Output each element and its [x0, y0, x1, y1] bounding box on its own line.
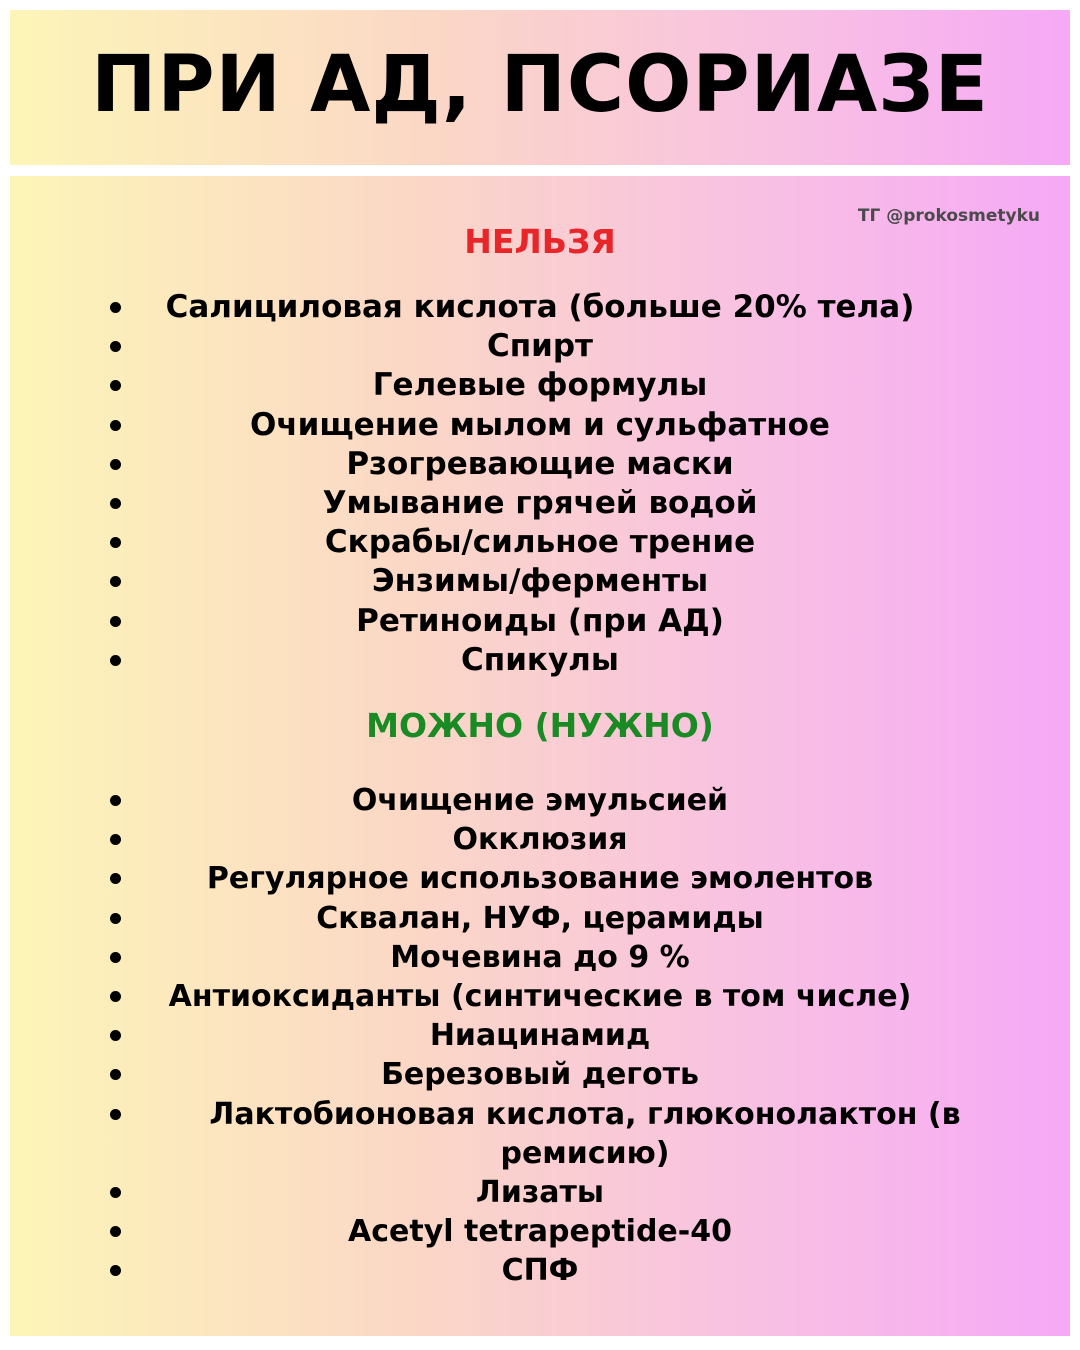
list-item: Сквалан, НУФ, церамиды: [10, 899, 1070, 938]
list-item: Ретиноиды (при АД): [10, 602, 1070, 641]
list-item: Энзимы/ферменты: [10, 562, 1070, 601]
list-item: Регулярное использование эмолентов: [10, 859, 1070, 898]
list-item: Мочевина до 9 %: [10, 938, 1070, 977]
list-item: СПФ: [10, 1251, 1070, 1290]
page-title: ПРИ АД, ПСОРИАЗЕ: [91, 39, 989, 130]
title-banner: [10, 10, 1070, 165]
list-item: Acetyl tetrapeptide-40: [10, 1212, 1070, 1251]
list-item: Березовый деготь: [10, 1055, 1070, 1094]
list-item: Рзогревающие маски: [10, 445, 1070, 484]
content-panel: [10, 176, 1070, 1336]
allowed-list: [10, 781, 1070, 1291]
list-item: Гелевые формулы: [10, 366, 1070, 405]
list-item: Скрабы/сильное трение: [10, 523, 1070, 562]
list-item: Лизаты: [10, 1173, 1070, 1212]
list-item: Ниацинамид: [10, 1016, 1070, 1055]
list-item: Спирт: [10, 327, 1070, 366]
list-item: Антиоксиданты (синтические в том числе): [10, 977, 1070, 1016]
list-item: Очищение мылом и сульфатное: [10, 406, 1070, 445]
list-item: Окклюзия: [10, 820, 1070, 859]
list-item: Спикулы: [10, 641, 1070, 680]
forbidden-heading: НЕЛЬЗЯ: [464, 222, 616, 261]
allowed-heading: МОЖНО (НУЖНО): [366, 706, 714, 745]
list-item: Салициловая кислота (больше 20% тела): [10, 288, 1070, 327]
list-item: Очищение эмульсией: [10, 781, 1070, 820]
list-item: Лактобионовая кислота, глюконолактон (в ремисию): [10, 1095, 1070, 1173]
telegram-handle: ТГ @prokosmetyku: [857, 206, 1040, 226]
forbidden-list: [10, 288, 1070, 680]
list-item: Умывание грячей водой: [10, 484, 1070, 523]
